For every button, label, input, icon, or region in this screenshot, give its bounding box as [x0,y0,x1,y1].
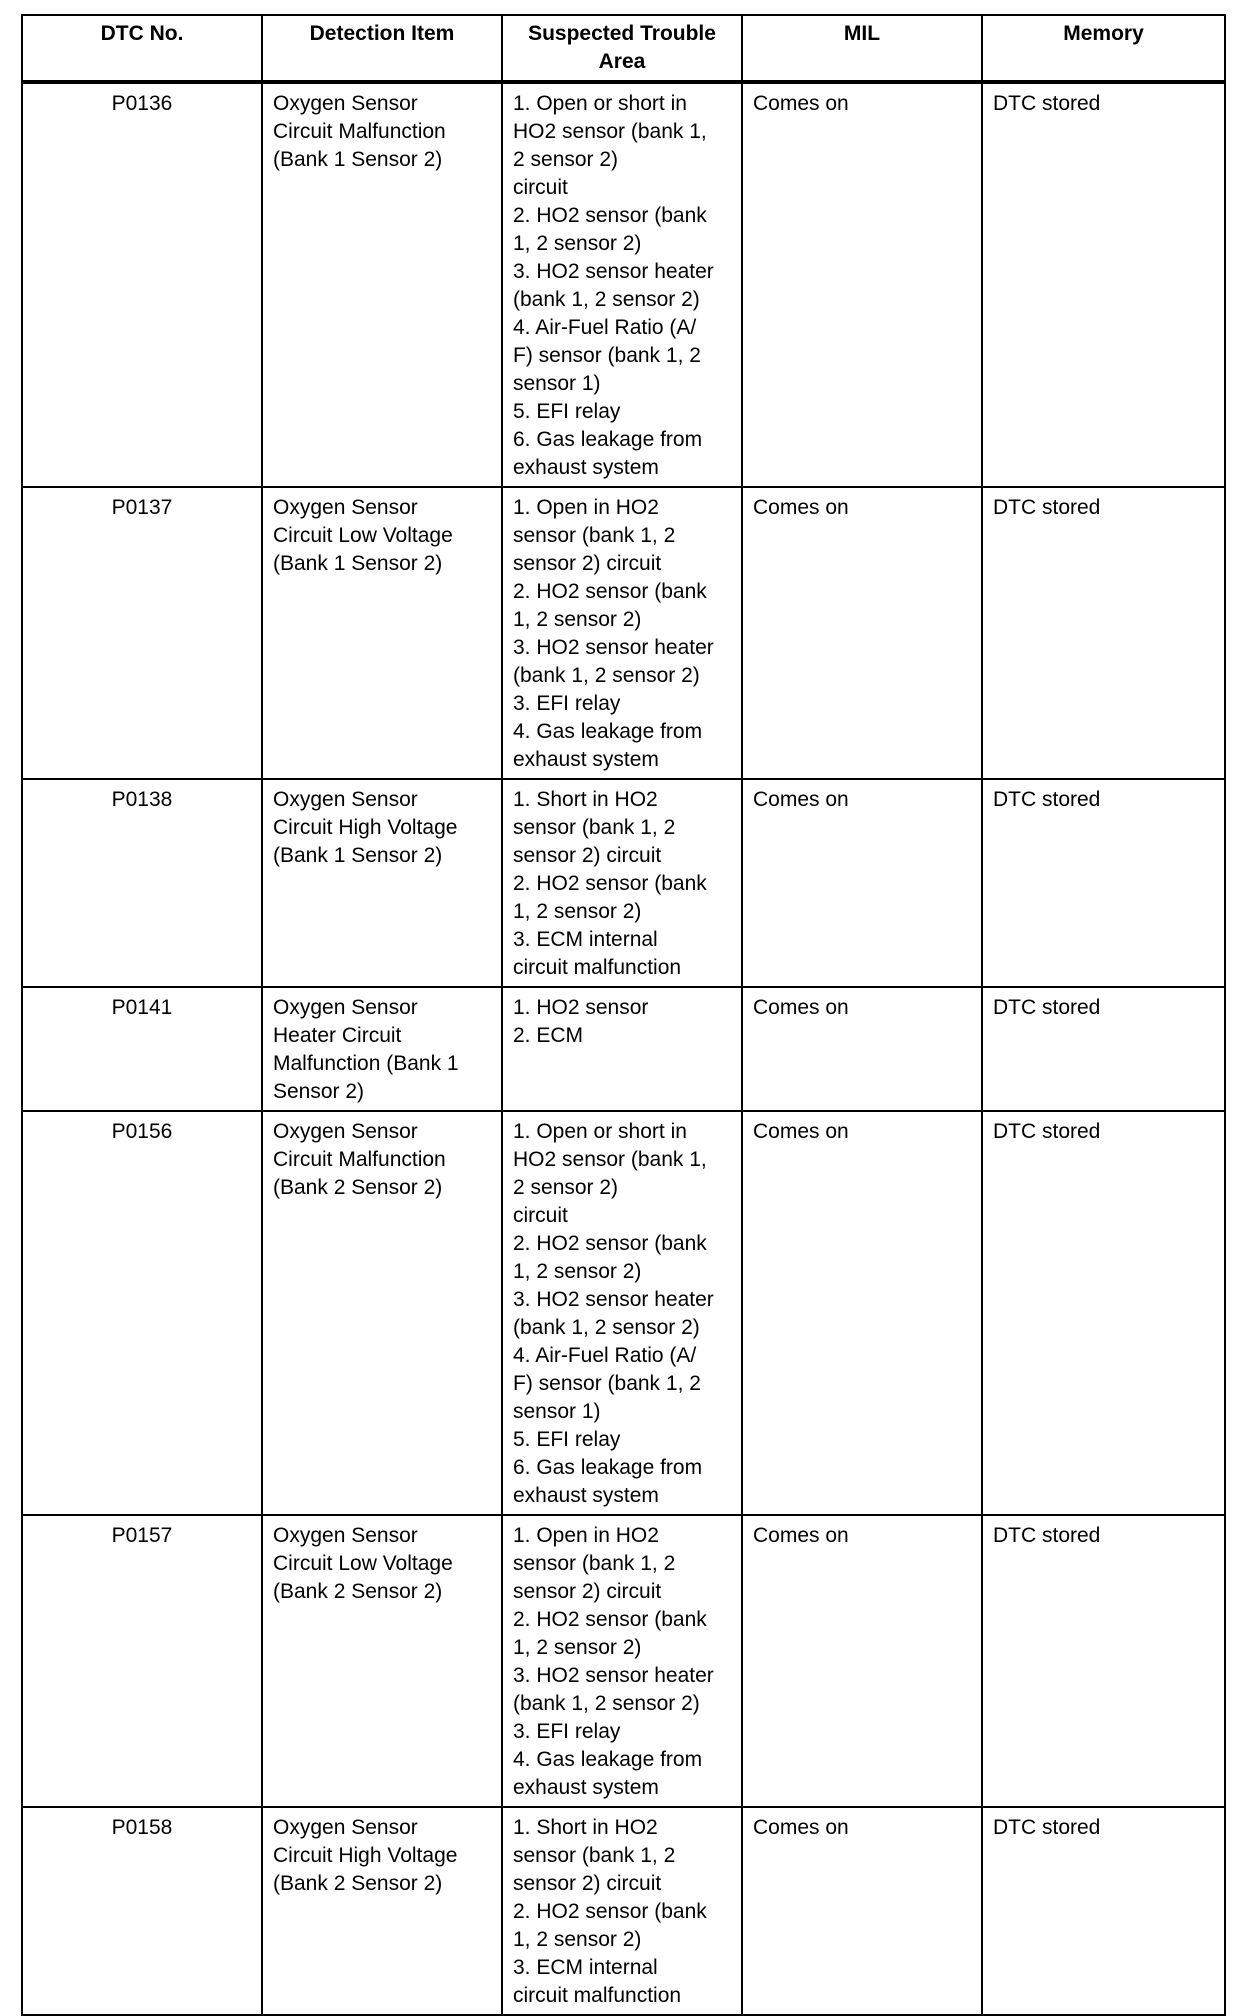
trouble-area-cell [502,779,742,987]
mil-cell: Comes on [742,1807,982,2015]
trouble-line: 6. Gas leakage from [513,1456,703,1479]
trouble-line: HO2 sensor (bank 1, [513,120,707,143]
trouble-line: exhaust system [513,1776,659,1799]
trouble-area-cell [502,487,742,779]
detection-line: (Bank 2 Sensor 2) [273,1580,443,1603]
trouble-line: (bank 1, 2 sensor 2) [513,288,700,311]
trouble-line: (bank 1, 2 sensor 2) [513,1692,700,1715]
trouble-line: 5. EFI relay [513,1428,621,1451]
dtc-code-cell: P0138 [22,779,262,987]
detection-line: Circuit Low Voltage [273,1552,453,1575]
trouble-area-cell [502,1515,742,1807]
dtc-code-cell: P0141 [22,987,262,1111]
trouble-line: exhaust system [513,456,659,479]
trouble-line: 1, 2 sensor 2) [513,1636,642,1659]
trouble-line: 3. HO2 sensor heater [513,636,714,659]
table-row [22,487,1225,779]
detection-line: Oxygen Sensor [273,1816,418,1839]
detection-line: (Bank 1 Sensor 2) [273,148,443,171]
trouble-line: 1, 2 sensor 2) [513,232,642,255]
trouble-line: F) sensor (bank 1, 2 [513,1372,701,1395]
trouble-line: 2. HO2 sensor (bank [513,1232,707,1255]
memory-cell: DTC stored [982,487,1225,779]
trouble-line: 1, 2 sensor 2) [513,608,642,631]
trouble-line: circuit malfunction [513,956,682,979]
trouble-line: 2 sensor 2) [513,1176,619,1199]
header-row [22,15,1225,81]
trouble-line: 3. HO2 sensor heater [513,1288,714,1311]
trouble-line: 1. Short in HO2 [513,1816,658,1839]
mil-cell: Comes on [742,487,982,779]
header-mil: MIL [742,15,982,81]
table-row [22,83,1225,487]
header-trouble-line-1: Suspected Trouble [528,22,716,45]
trouble-line: 1, 2 sensor 2) [513,1928,642,1951]
detection-line: Oxygen Sensor [273,996,418,1019]
detection-line: Heater Circuit [273,1024,402,1047]
detection-item-cell [262,487,502,779]
detection-line: (Bank 2 Sensor 2) [273,1872,443,1895]
trouble-line: sensor (bank 1, 2 [513,1552,676,1575]
trouble-line: 2 sensor 2) [513,148,619,171]
trouble-line: circuit [513,176,568,199]
trouble-line: (bank 1, 2 sensor 2) [513,1316,700,1339]
trouble-line: circuit malfunction [513,1984,682,2007]
table-header [22,15,1225,83]
trouble-line: 2. HO2 sensor (bank [513,204,707,227]
trouble-line: sensor 2) circuit [513,1580,662,1603]
dtc-code-cell: P0158 [22,1807,262,2015]
trouble-line: sensor 2) circuit [513,552,662,575]
trouble-area-cell [502,987,742,1111]
table-row [22,1515,1225,1807]
trouble-line: 3. ECM internal [513,928,658,951]
trouble-line: 1. Open or short in [513,92,687,115]
trouble-line: sensor 2) circuit [513,844,662,867]
memory-cell: DTC stored [982,83,1225,487]
memory-cell: DTC stored [982,1515,1225,1807]
trouble-line: 1. Open or short in [513,1120,687,1143]
trouble-line: 4. Air-Fuel Ratio (A/ [513,316,697,339]
memory-cell: DTC stored [982,1111,1225,1515]
trouble-line: exhaust system [513,1484,659,1507]
trouble-line: 4. Air-Fuel Ratio (A/ [513,1344,697,1367]
trouble-line: 2. ECM [513,1024,584,1047]
trouble-area-cell [502,1111,742,1515]
trouble-area-cell [502,83,742,487]
trouble-line: sensor (bank 1, 2 [513,816,676,839]
table-row [22,987,1225,1111]
detection-line: Oxygen Sensor [273,1524,418,1547]
mil-cell: Comes on [742,987,982,1111]
header-dtc-no: DTC No. [22,15,262,81]
trouble-line: 4. Gas leakage from [513,1748,703,1771]
dtc-table [21,14,1226,2016]
dtc-code-cell: P0136 [22,83,262,487]
detection-line: Oxygen Sensor [273,92,418,115]
detection-line: Circuit Malfunction [273,1148,446,1171]
detection-line: Oxygen Sensor [273,788,418,811]
trouble-line: sensor (bank 1, 2 [513,1844,676,1867]
trouble-line: (bank 1, 2 sensor 2) [513,664,700,687]
trouble-line: circuit [513,1204,568,1227]
trouble-line: 2. HO2 sensor (bank [513,1608,707,1631]
trouble-line: sensor 2) circuit [513,1872,662,1895]
detection-line: Circuit High Voltage [273,1844,458,1867]
trouble-line: 2. HO2 sensor (bank [513,872,707,895]
detection-line: Oxygen Sensor [273,1120,418,1143]
detection-line: Oxygen Sensor [273,496,418,519]
detection-line: Circuit Malfunction [273,120,446,143]
detection-line: Circuit Low Voltage [273,524,453,547]
header-detection-item: Detection Item [262,15,502,81]
detection-item-cell [262,987,502,1111]
trouble-line: 6. Gas leakage from [513,428,703,451]
trouble-line: 1, 2 sensor 2) [513,1260,642,1283]
trouble-line: 2. HO2 sensor (bank [513,1900,707,1923]
trouble-line: F) sensor (bank 1, 2 [513,344,701,367]
trouble-line: 1. Short in HO2 [513,788,658,811]
memory-cell: DTC stored [982,987,1225,1111]
table-row [22,1807,1225,2015]
mil-cell: Comes on [742,779,982,987]
detection-line: (Bank 2 Sensor 2) [273,1176,443,1199]
trouble-line: HO2 sensor (bank 1, [513,1148,707,1171]
detection-line: Malfunction (Bank 1 [273,1052,459,1075]
header-suspected-trouble-area [502,15,742,81]
detection-item-cell [262,1111,502,1515]
mil-cell: Comes on [742,1515,982,1807]
header-trouble-line-2: Area [598,50,646,73]
detection-line: Sensor 2) [273,1080,365,1103]
trouble-line: 2. HO2 sensor (bank [513,580,707,603]
table-body [22,83,1225,2015]
table-row [22,779,1225,987]
memory-cell: DTC stored [982,779,1225,987]
detection-item-cell [262,779,502,987]
detection-item-cell [262,83,502,487]
trouble-area-cell [502,1807,742,2015]
dtc-code-cell: P0157 [22,1515,262,1807]
trouble-line: 3. EFI relay [513,1720,621,1743]
trouble-line: 3. HO2 sensor heater [513,1664,714,1687]
detection-line: (Bank 1 Sensor 2) [273,552,443,575]
trouble-line: 1, 2 sensor 2) [513,900,642,923]
trouble-line: 1. HO2 sensor [513,996,649,1019]
dtc-code-cell: P0156 [22,1111,262,1515]
trouble-line: 4. Gas leakage from [513,720,703,743]
trouble-line: exhaust system [513,748,659,771]
trouble-line: sensor 1) [513,1400,601,1423]
trouble-line: 5. EFI relay [513,400,621,423]
mil-cell: Comes on [742,1111,982,1515]
detection-line: (Bank 1 Sensor 2) [273,844,443,867]
trouble-line: 1. Open in HO2 [513,1524,659,1547]
trouble-line: sensor (bank 1, 2 [513,524,676,547]
detection-item-cell [262,1807,502,2015]
memory-cell: DTC stored [982,1807,1225,2015]
trouble-line: 3. HO2 sensor heater [513,260,714,283]
detection-item-cell [262,1515,502,1807]
trouble-line: 1. Open in HO2 [513,496,659,519]
detection-line: Circuit High Voltage [273,816,458,839]
header-memory: Memory [982,15,1225,81]
trouble-line: 3. EFI relay [513,692,621,715]
table-row [22,1111,1225,1515]
trouble-line: 3. ECM internal [513,1956,658,1979]
trouble-line: sensor 1) [513,372,601,395]
mil-cell: Comes on [742,83,982,487]
dtc-code-cell: P0137 [22,487,262,779]
